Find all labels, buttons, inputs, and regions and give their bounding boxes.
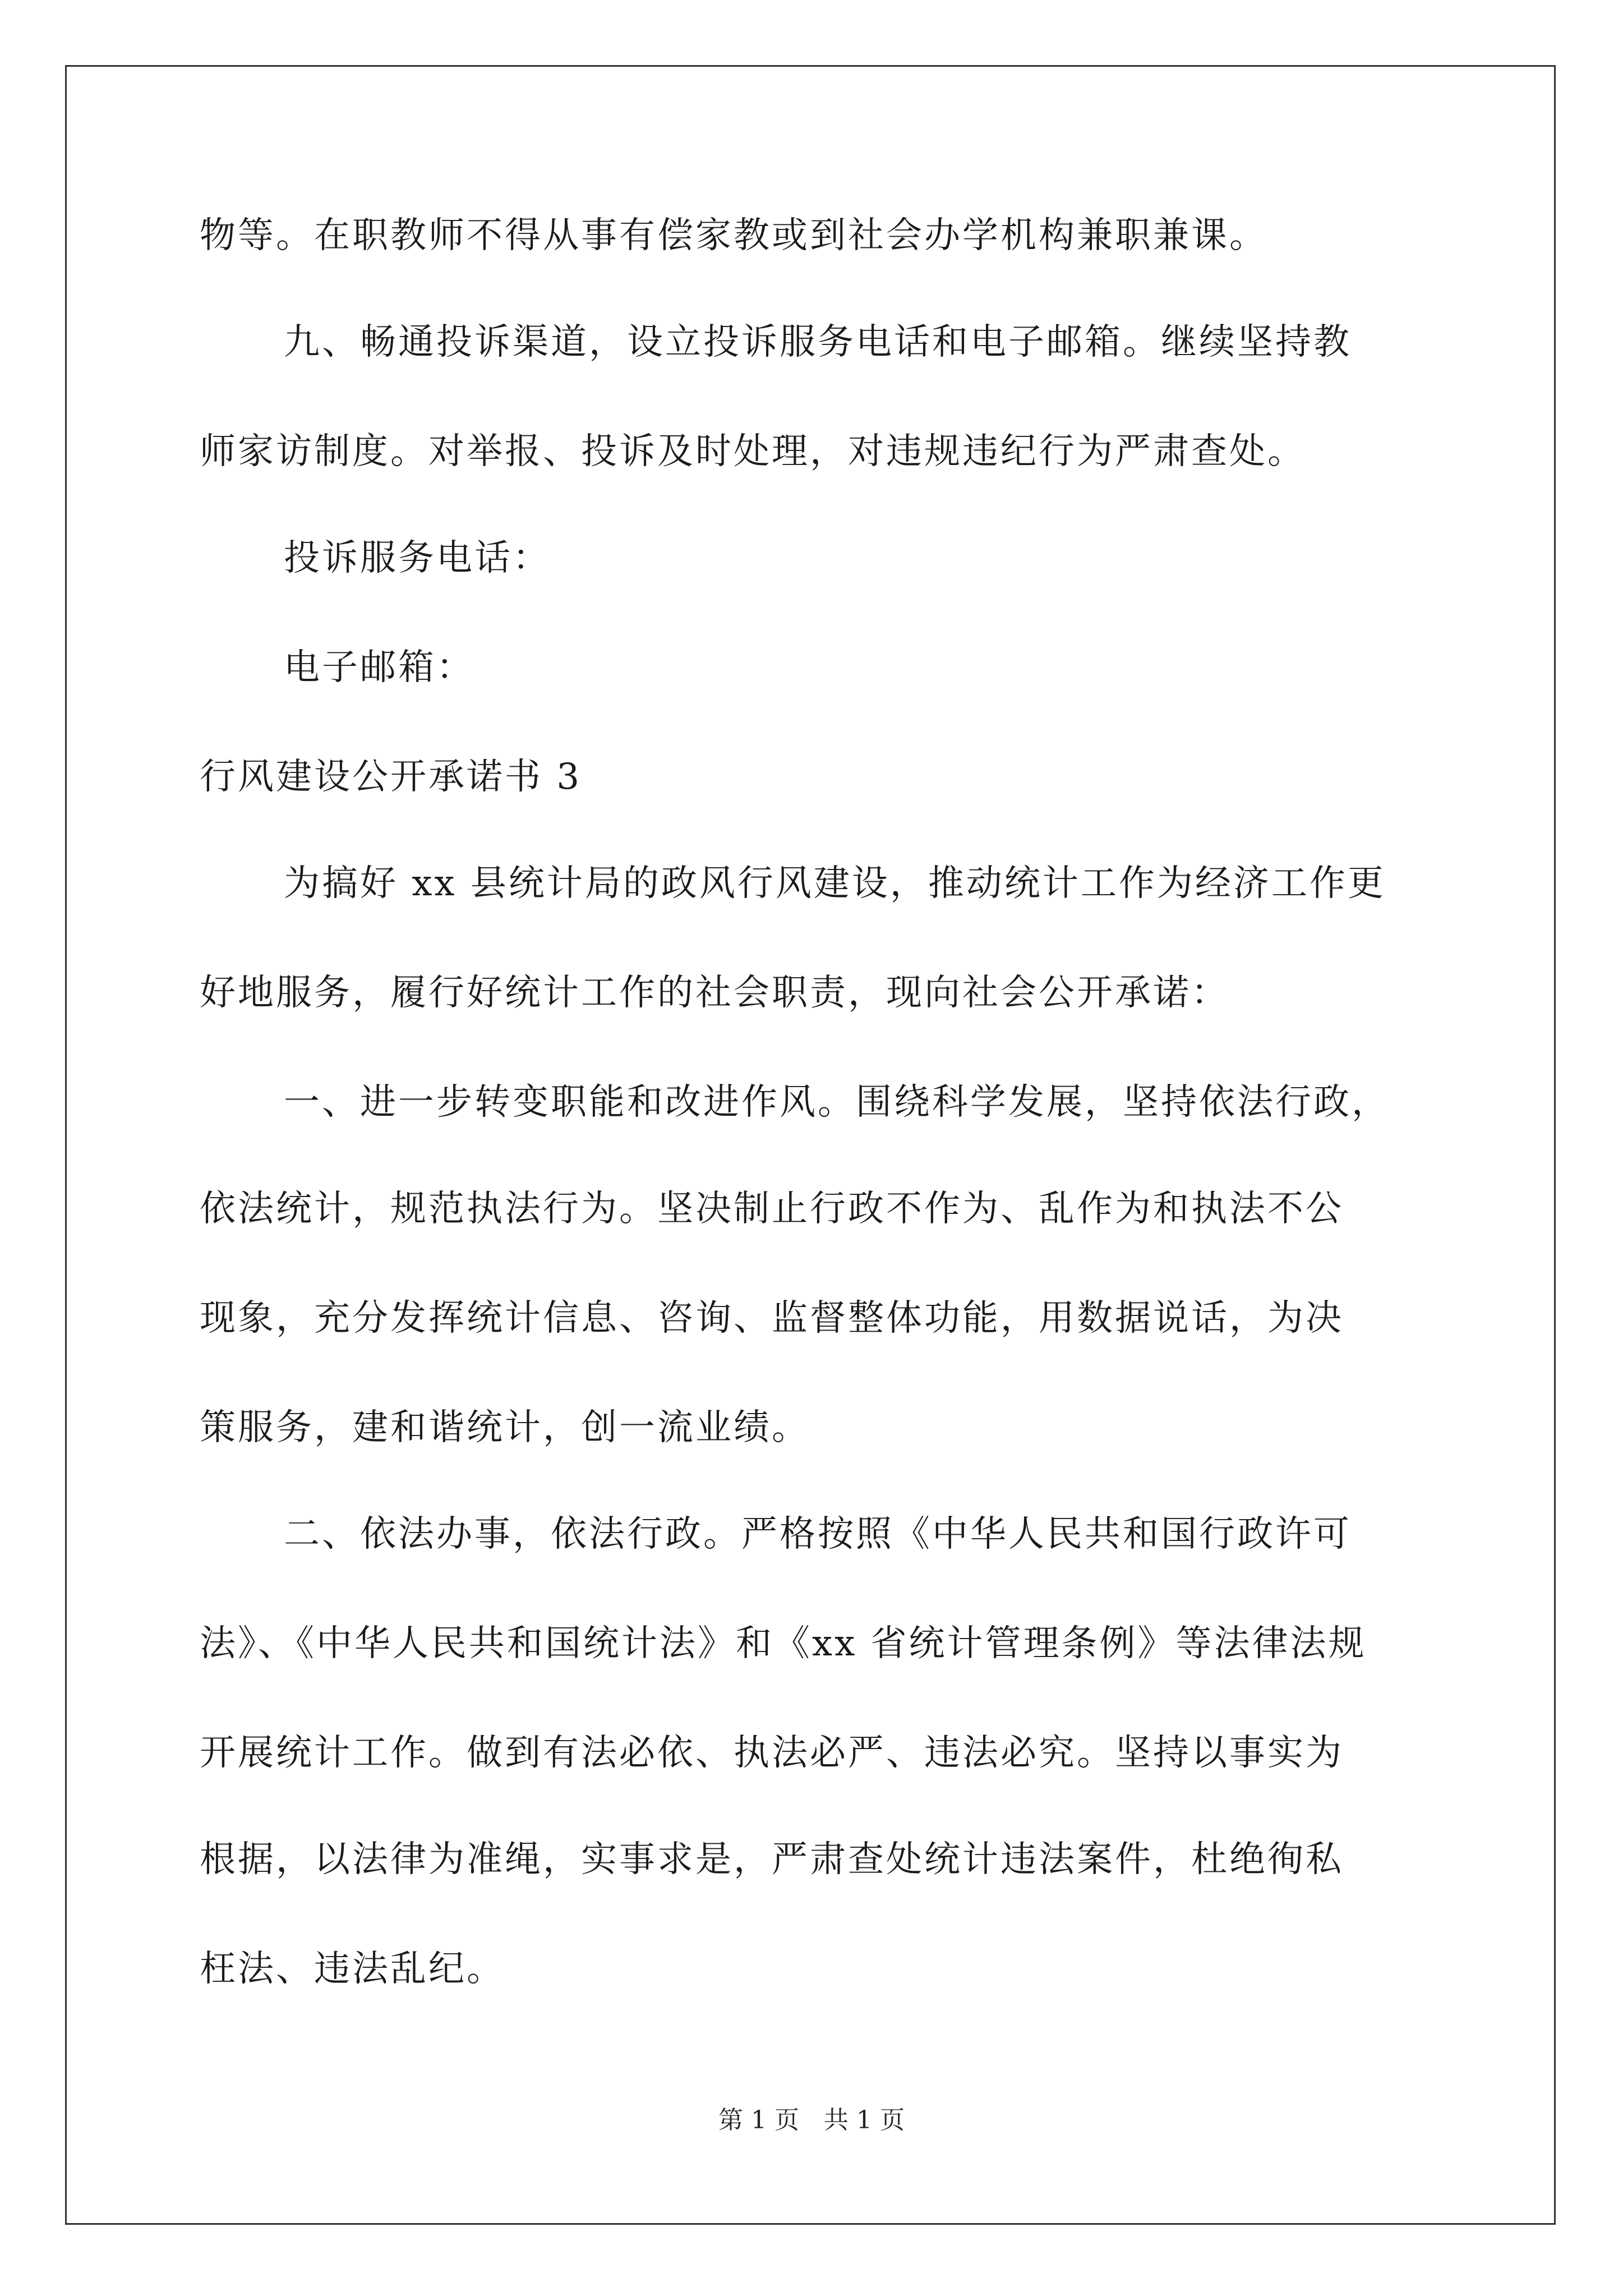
paragraph-line: 好地服务，履行好统计工作的社会职责，现向社会公开承诺： [200,972,1229,1014]
paragraph-line: 二、依法办事，依法行政。严格按照《中华人民共和国行政许可 [284,1513,1352,1555]
paragraph-line: 电子邮箱： [284,647,474,688]
paragraph-line: 物等。在职教师不得从事有偿家教或到社会办学机构兼职兼课。 [200,215,1267,256]
paragraph-line: 枉法、违法乱纪。 [200,1948,505,1990]
paragraph-line: 投诉服务电话： [284,537,551,579]
paragraph-line: 一、进一步转变职能和改进作风。围绕科学发展，坚持依法行政， [284,1082,1390,1123]
paragraph-line: 法》、《中华人民共和国统计法》和《xx 省统计管理条例》等法律法规 [200,1623,1367,1664]
paragraph-line: 根据，以法律为准绳，实事求是，严肃查处统计违法案件，杜绝徇私 [200,1839,1344,1880]
paragraph-line: 九、畅通投诉渠道，设立投诉服务电话和电子邮箱。继续坚持教 [284,321,1352,363]
paragraph-line: 开展统计工作。做到有法必依、执法必严、违法必究。坚持以事实为 [200,1732,1344,1774]
section-heading: 行风建设公开承诺书 3 [200,756,582,798]
page-border [65,65,1556,2225]
paragraph-line: 师家访制度。对举报、投诉及时处理，对违规违纪行为严肃查处。 [200,431,1306,472]
paragraph-line: 现象，充分发挥统计信息、咨询、监督整体功能，用数据说话，为决 [200,1297,1344,1339]
page-footer: 第 1 页 共 1 页 [718,2106,905,2134]
paragraph-line: 依法统计，规范执法行为。坚决制止行政不作为、乱作为和执法不公 [200,1188,1344,1230]
paragraph-line: 策服务，建和谐统计，创一流业绩。 [200,1407,810,1448]
paragraph-line: 为搞好 xx 县统计局的政风行风建设，推动统计工作为经济工作更 [284,863,1386,904]
